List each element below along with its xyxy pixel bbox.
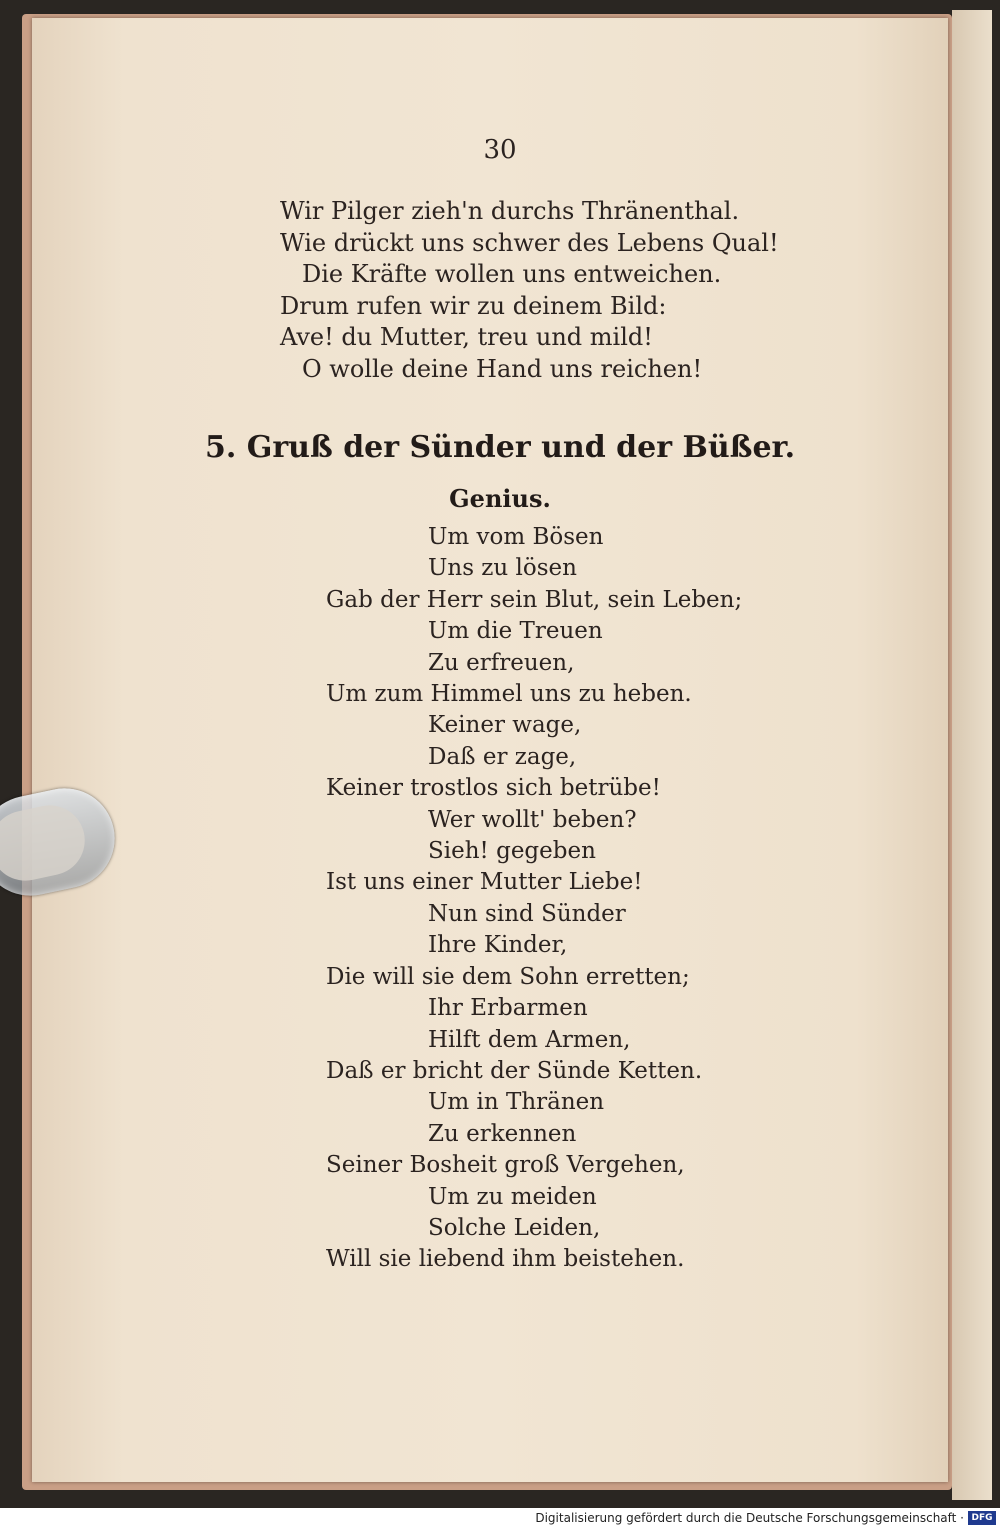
stanza-line: Wir Pilger zieh'n durchs Thränenthal. <box>280 197 740 225</box>
verse-line: Uns zu lösen <box>428 555 577 582</box>
verse-line: Um vom Bösen <box>428 524 604 550</box>
verse-line: Um in Thränen <box>428 1089 605 1116</box>
verse-line: Daß er bricht der Sünde Ketten. <box>326 1057 703 1084</box>
verse-line: Will sie liebend ihm beistehen. <box>326 1246 685 1273</box>
verse-line: Um zu meiden <box>428 1183 597 1210</box>
verse-line: Sieh! gegeben <box>428 838 596 865</box>
verse-line: Zu erkennen <box>428 1120 577 1147</box>
verse-line: Die will sie dem Sohn erretten; <box>326 963 690 990</box>
verse <box>0 522 1000 1276</box>
verse-line: Um zum Himmel uns zu heben. <box>326 681 692 708</box>
funding-credit: Digitalisierung gefördert durch die Deutsche Forschungsgemeinschaft · <box>535 1511 964 1525</box>
verse-line: Keiner trostlos sich betrübe! <box>326 775 661 802</box>
verse-line: Ihr Erbarmen <box>428 995 588 1022</box>
verse-line: Ihre Kinder, <box>428 932 568 959</box>
stanza-line: Ave! du Mutter, treu und mild! <box>280 323 653 351</box>
verse-line: Gab der Herr sein Blut, sein Leben; <box>326 586 743 613</box>
verse-line: Wer wollt' beben? <box>428 806 637 833</box>
footer-bar <box>0 1508 1000 1529</box>
verse-line: Daß er zage, <box>428 743 577 770</box>
stanza-line: Die Kräfte wollen uns entweichen. <box>302 260 722 288</box>
page-clip <box>0 782 120 902</box>
page-number: 30 <box>483 135 517 165</box>
dfg-logo: DFG <box>968 1511 996 1525</box>
verse-line: Solche Leiden, <box>428 1214 601 1241</box>
speaker-name: Genius. <box>449 484 551 513</box>
stanza-line: Drum rufen wir zu deinem Bild: <box>280 291 667 320</box>
stanza-line: Wie drückt uns schwer des Lebens Qual! <box>280 228 779 257</box>
stanza <box>280 196 779 385</box>
verse-line: Hilft dem Armen, <box>428 1026 631 1053</box>
verse-line: Seiner Bosheit groß Vergehen, <box>326 1152 685 1179</box>
stanza-line: O wolle deine Hand uns reichen! <box>302 354 703 383</box>
verse-line: Keiner wage, <box>428 712 582 739</box>
section-heading: 5. Gruß der Sünder und der Büßer. <box>204 430 796 465</box>
verse-line: Ist uns einer Mutter Liebe! <box>326 869 643 896</box>
verse-line: Zu erfreuen, <box>428 649 575 676</box>
verse-line: Nun sind Sünder <box>428 900 626 927</box>
verse-line: Um die Treuen <box>428 618 603 645</box>
